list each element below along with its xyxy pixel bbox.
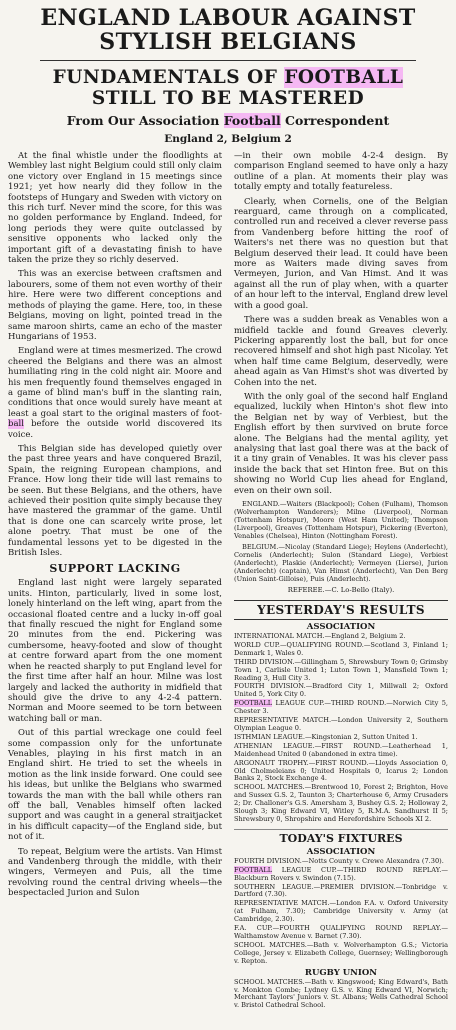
rugby-item: SCHOOL MATCHES.—Bath v. Kingswood; King Edward's, Bath v. Monkton Combe; Lydney G.S. v. King Edward VI, Norwich; Merchant Taylors' Juniors v. St. Albans; Wells Cathedral School v. Bristol Cathedral School. — [234, 977, 448, 1010]
rugby-section: RUGBY UNION — [304, 967, 378, 978]
result-cup-text: LEAGUE CUP.—THIRD ROUND.—Norwich City 5, Chester 3. — [234, 699, 448, 716]
article-paragraph: This was an exercise between craftsmen and labourers, some of them not even worthy of their hire. Here were two different conceptions and methods of playing the game. Here, too, in these Belgians, moving on light, pointed tread in the same maroon shirts, came an echo of the master Hungarians of 1953. — [8, 269, 222, 342]
article-paragraph — [8, 346, 222, 440]
result-item: ARGONAUT TROPHY.—FIRST ROUND.—Lloyds Association 0, Old Cholmeleians 0; United Hospitals 0, Icarus 2; London Banks 2, Stock Exchange 4. — [234, 758, 448, 783]
results-section: ASSOCIATION — [306, 622, 376, 632]
article-paragraph: Out of this partial wreckage one could feel some compassion only for the unfortunate Venables, playing in his first match in an England shirt. He tried to set the wheels in motion as the link inside forward. One could see his ideas, but unlike the Belgians who swarmed towards the man with the ball while others ran off the ball, Venables himself often lacked support and was caught in a general straitjacket in his difficult capacity—of the England side, but not of it. — [8, 728, 222, 843]
headline — [0, 6, 456, 54]
fixture-item: FOURTH DIVISION.—Notts County v. Crewe Alexandra (7.30). — [234, 856, 444, 865]
team-belgium: BELGIUM.—Nicolay (Standard Liege); Heylens (Anderlecht), Cornelis (Anderlecht); Sulon (Standard Liege), Verbiest (Anderlecht), Plaskie (Anderlecht); Vermeyen (Lierse), Jurion (Anderlecht) (captain), Van Himst (Anderlecht), Van Den Berg (Union Saint-Gilloise), Puis (Anderlecht). — [234, 543, 448, 583]
subheadline — [0, 67, 456, 109]
fixture-item: SCHOOL MATCHES.—Bath v. Wolverhampton G.S.; Victoria College, Jersey v. Elizabeth College, Guernsey; Wellingborough v. Repton. — [234, 940, 448, 965]
results-title: YESTERDAY'S RESULTS — [234, 600, 448, 620]
fixture-item: REPRESENTATIVE MATCH.—London F.A. v. Oxford University (at Fulham, 7.30); Cambridge University v. Army (at Cambridge, 2.30). — [234, 899, 448, 924]
result-item: WORLD CUP.—QUALIFYING ROUND.—Scotland 3, Finland 1; Denmark 1, Wales 0. — [234, 640, 448, 657]
left-column — [8, 151, 222, 1011]
referee: REFEREE.—C. Lo-Bello (Italy). — [287, 586, 395, 594]
article-paragraph: This Belgian side has developed quietly over the past three years and have conquered Brazil, Spain, the reigning European champions, and France. How long their tide will last remains to be seen. But these Belgians, and the others, have achieved their position quite simply because they have mastered the grammar of the game. Until that is done one can scarcely write prose, let alone poetry. That must be one of the fundamental lessons yet to be digested in the British Isles. — [8, 443, 222, 559]
result-item: FOURTH DIVISION.—Bradford City 1, Millwall 2; Oxford United 5, York City 0. — [234, 682, 448, 699]
headline-line-1: ENGLAND LABOUR AGAINST — [40, 5, 416, 31]
fixture-item: SOUTHERN LEAGUE.—PREMIER DIVISION.—Tonbridge v. Dartford (7.30). — [234, 882, 448, 899]
article-paragraph: —in their own mobile 4-2-4 design. By comparison England seemed to have only a hazy outline of a plan. At moments their play was totally empty and totally featureless. — [234, 151, 448, 193]
result-item: SCHOOL MATCHES.—Brentwood 10, Forest 2; Brighton, Hove and Sussex G.S. 2, Taunton 3; Charterhouse 6, Army Crusaders 2; Dr. Challoner's G.S. Amersham 3, Bushey G.S. 2; Holloway 2, Slough 3; King Edward VI, Witley 5, R.M.A. Sandhurst II 5; Shrewsbury 0, Shropshire and Herefordshire Schools XI 2. — [234, 783, 448, 823]
section-subhead: SUPPORT LACKING — [49, 562, 181, 576]
article-columns — [0, 145, 456, 1011]
team-lineups — [234, 500, 448, 583]
paragraph-text-end: before the outside world discovered its voice. — [8, 419, 222, 440]
byline-prefix: From Our Association — [66, 113, 224, 128]
headline-rule — [40, 60, 416, 61]
article-paragraph: There was a sudden break as Venables won a midfield tackle and found Greaves cleverly. Pickering apparently lost the ball, but for once recovered himself and shot high past Nicolay. Yet when half time came Belgium, deservedly, were ahead again as Van Himst's shot was diverted by Cohen into the net. — [234, 315, 448, 388]
fixtures-section: ASSOCIATION — [306, 846, 376, 857]
result-item: THIRD DIVISION.—Gillingham 5, Shrewsbury Town 0; Grimsby Town 1, Carlisle United 1; Luton Town 1, Mansfield Town 1; Reading 3, Hull City 3. — [234, 657, 448, 682]
highlighted-byline-football: Football — [223, 113, 281, 128]
team-england: ENGLAND.—Waiters (Blackpool); Cohen (Fulham), Thomson (Wolverhampton Wanderers); Milne (Liverpool), Norman (Tottenham Hotspur), Moore (West Ham United); Thompson (Liverpool), Greaves (Tottenham Hotspur), Pickering (Everton), Venables (Chelsea), Hinton (Nottingham Forest). — [234, 500, 448, 540]
subheadline-line-2: STILL TO BE MASTERED — [91, 88, 365, 109]
highlighted-fixtures-football: FOOTBALL — [234, 865, 273, 874]
paragraph-text: England were at times mesmerized. The crowd cheered the Belgians and there was an almost humiliating ring in the cold night air. Moore and his men frequently found themselves engaged in a game of blind man's buff in the slanting rain, conditions that once would surely have meant at least a goal start to the original masters of foot- — [8, 346, 222, 419]
subheadline-line-1 — [0, 67, 456, 88]
subheadline-prefix: FUNDAMENTALS OF — [52, 67, 285, 88]
fixture-item: F.A. CUP.—FOURTH QUALIFYING ROUND REPLAY.—Walthamstow Avenue v. Barnet (7.30). — [234, 924, 448, 940]
article-paragraph: Clearly, when Cornelis, one of the Belgian rearguard, came through on a complicated, controlled run and received a clever reverse pass from Vandenberg before hitting the roof of Waiters's net there was no question but that Belgium deserved their lead. It could have been more as Waiters made diving saves from Vermeyen, Jurion, and Van Himst. And it was against all the run of play when, with a quarter of an hour left to the interval, England drew level with a good goal. — [234, 196, 448, 311]
result-item: ISTHMIAN LEAGUE.—Kingstonian 2, Sutton United 1. — [234, 732, 418, 741]
article-paragraph: At the final whistle under the floodlights at Wembley last night Belgium could still only claim one victory over England in 15 meetings since 1921; yet how nearly did they follow in the footsteps of Hungary and Sweden with victory on this rich turf. Never mind the score, for this was no golden performance by England. Indeed, for long periods they were quite outclassed by sensitive opponents who lacked only the important gift of a devastating finish to have taken the prize they so richly deserved. — [8, 151, 222, 266]
result-item — [234, 700, 448, 716]
byline-suffix: Correspondent — [280, 113, 390, 128]
highlighted-football: FOOTBALL — [284, 67, 404, 88]
fixture-item — [234, 867, 448, 883]
rugby-list — [234, 979, 448, 1011]
fixtures-list — [234, 858, 448, 966]
highlighted-ball: ball — [8, 419, 24, 430]
headline-line-2: STYLISH BELGIANS — [99, 29, 357, 55]
right-column — [234, 151, 448, 1011]
fixtures-title: TODAY'S FIXTURES — [234, 829, 448, 845]
result-item: INTERNATIONAL MATCH.—England 2, Belgium 2. — [234, 632, 406, 640]
byline — [0, 113, 456, 128]
results-list — [234, 633, 448, 824]
result-item: REPRESENTATIVE MATCH.—London University 2, Southern Olympian League 0. — [234, 716, 448, 732]
article-paragraph: England last night were largely separated units. Hinton, particularly, lived in some lost, lonely hinterland on the left wing, apart from the occasional floated centre and a lucky in-off goal that finally rescued the night for England some 20 minutes from the end. Pickering was cumbersome, heavy-footed and slow of thought at centre forward apart from the one moment when he reacted sharply to put England level for the first time after half an hour. Milne was lost largely and lacked the authority in midfield that should give the drive to any 4-2-4 pattern. Norman and Moore seemed to be torn between watching ball or man. — [8, 578, 222, 724]
highlighted-results-football: FOOTBALL — [234, 699, 273, 708]
match-score: England 2, Belgium 2 — [164, 133, 292, 145]
result-item: ATHENIAN LEAGUE.—FIRST ROUND.—Leatherhead 1, Maidenhead United 0 (abandoned in extra time). — [234, 741, 448, 758]
article-paragraph: To repeat, Belgium were the artists. Van Himst and Vandenberg through the middle, with their wingers, Vermeyen and Puis, all the time revolving round the central driving wheels—the bespectacled Jurion and Sulon — [8, 846, 222, 899]
article-paragraph: With the only goal of the second half England equalized, luckily when Hinton's shot flew into the Belgian net by way of Verbiest, but the English effort by then survived on brute force alone. The Belgians had the mental agility, yet analysing that last goal there was at the back of it a tiny grain of Venables. It was his clever pass inside the back that set Hinton free. But on this showing no World Cup lies ahead for England, even on their own soil. — [234, 391, 448, 496]
fixture-cup-text: LEAGUE CUP.—THIRD ROUND REPLAY.—Blackburn Rovers v. Swindon (7.15). — [234, 865, 448, 882]
